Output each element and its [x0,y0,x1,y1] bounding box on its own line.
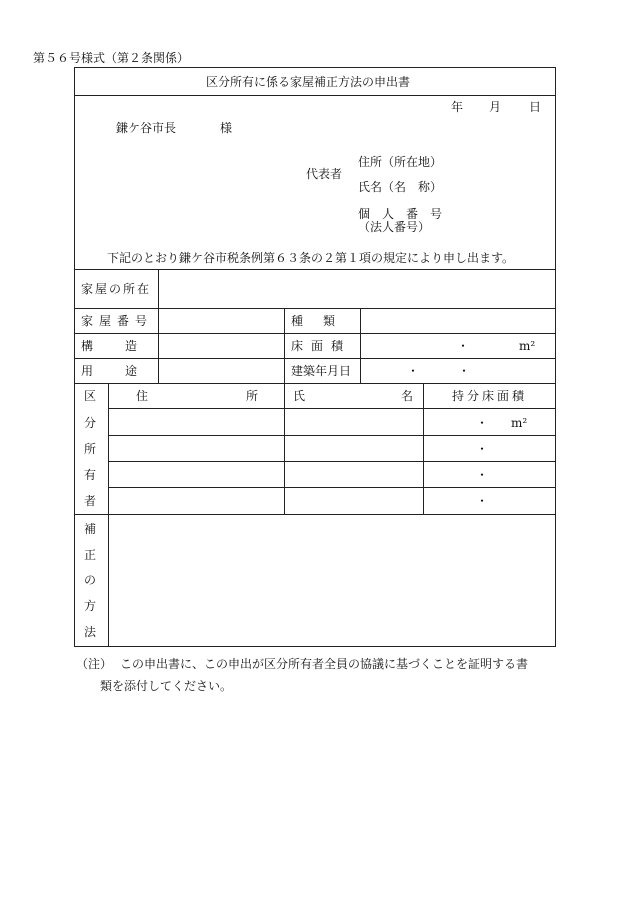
rep-id-label: 個 人 番 号 [358,207,443,221]
method-label-4: 方 [84,599,97,613]
floor-area-label: 床面積 [291,339,352,353]
house-location-label: 家屋の所在 [81,282,152,296]
divider [74,308,556,309]
divider [423,383,424,514]
divider [108,461,556,462]
col-name-2: 名 [401,389,414,403]
divider [284,383,285,514]
divider [360,308,361,383]
addressee-honorific: 様 [220,121,233,135]
col-address-2: 所 [246,389,259,403]
owner-row-4-dot: ・ [476,494,489,508]
note-line-2: 類を添付してください。 [100,679,233,693]
rep-name-label: 氏名（名 称） [358,180,443,194]
floor-area-dot: ・ [457,339,470,353]
owner-row-2-dot: ・ [476,442,489,456]
date-day: 日 [529,100,542,114]
statement: 下記のとおり鎌ケ谷市税条例第６３条の２第１項の規定により申し出ます。 [107,251,515,265]
method-label-2: 正 [84,548,97,562]
form-number: 第５６号様式（第２条関係） [33,51,190,65]
floor-area-unit: m² [519,339,536,353]
note-prefix: （注） [76,657,113,671]
col-address-1: 住 [136,389,149,403]
addressee-name: 鎌ケ谷市長 [116,121,177,135]
owners-side-3: 所 [84,442,97,456]
divider [74,269,556,270]
rep-address-label: 住所（所在地） [358,155,443,169]
date-year: 年 [451,100,464,114]
divider [74,383,556,384]
method-label-5: 法 [84,625,97,639]
divider [284,308,285,383]
frame-top [74,67,556,68]
date-month: 月 [489,100,502,114]
built-date-dot-1: ・ [407,364,420,378]
owners-side-2: 分 [84,416,97,430]
note-line-1: この申出書に、この申出が区分所有者全員の協議に基づくことを証明する書 [120,657,529,671]
divider [108,435,556,436]
divider [108,383,109,647]
method-label-3: の [84,573,97,587]
frame-right [555,67,556,647]
use-label: 用 途 [81,364,148,378]
built-date-label: 建築年月日 [291,364,352,378]
col-share-area: 持分床面積 [452,389,528,403]
frame-left [74,67,75,647]
divider [74,514,556,515]
form-title: 区分所有に係る家屋補正方法の申出書 [206,75,411,89]
owner-row-1-unit: m² [511,416,528,430]
structure-label: 構 造 [81,339,148,353]
type-label: 種 類 [291,314,340,328]
divider [74,358,556,359]
divider [74,95,556,96]
owner-row-1-dot: ・ [476,416,489,430]
owner-row-3-dot: ・ [476,468,489,482]
owners-side-1: 区 [84,389,97,403]
built-date-dot-2: ・ [458,364,471,378]
rep-corp-id-label: （法人番号） [358,220,431,234]
divider [74,333,556,334]
frame-bottom [74,646,556,647]
representative-label: 代表者 [306,167,343,181]
col-name-1: 氏 [293,389,306,403]
owners-side-5: 者 [84,494,97,508]
divider [158,269,159,383]
divider [108,487,556,488]
house-number-label: 家屋番号 [81,314,154,328]
owners-side-4: 有 [84,468,97,482]
method-label-1: 補 [84,522,97,536]
divider [108,408,556,409]
